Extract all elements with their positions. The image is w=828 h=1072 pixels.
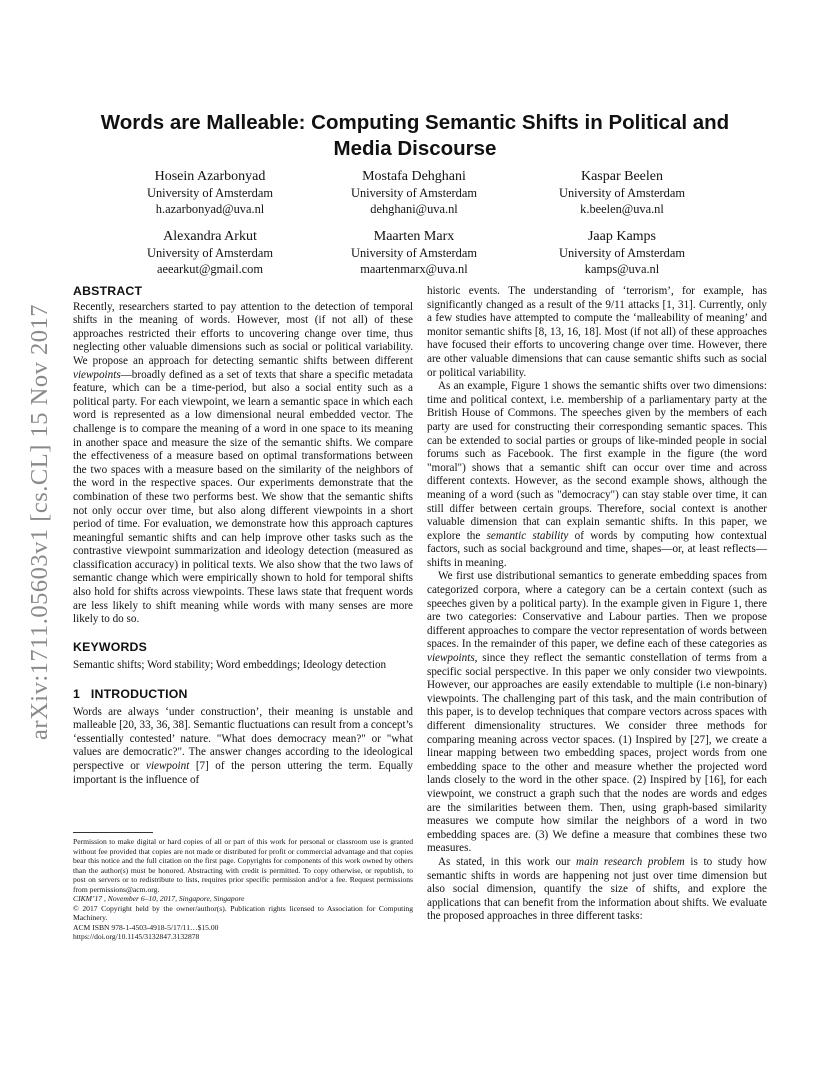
author-email: aeearkut@gmail.com [156,261,264,276]
author-affiliation: University of Amsterdam [559,186,685,200]
intro-paragraph: As an example, Figure 1 shows the semantic shifts over two dimensions: time and political context, i.e. membership of a parliamentary party at the British House of Commons. The speeches given by the members of each party are used for constructing their corresponding semantic spaces. This can be extended to social parties or groups of like-minded people in social forums such as Facebook. The first example in the figure (the word "moral") shows that a semantic shift can occur over time and across different contexts. However, as the second example shows, although the meaning of a word (such as "democracy") can stay stable over time, it can still differ between certain groups. Therefore, social context is another valuable dimension that can explain semantic shifts. In this paper, we explore the semantic stability of words by computing how contextual factors, such as social background and time, shapes—or, at least reflects—shifts in meaning. [427,380,767,569]
copyright-notice: © 2017 Copyright held by the owner/author(s). Publication rights licensed to Association for Computing Machinery. [73,903,413,922]
author-name: Alexandra Arkut [163,229,257,244]
emphasis: viewpoint [146,760,190,772]
author-block [507,168,737,217]
author-block [95,228,325,277]
copyright-footnote [73,837,413,942]
author-block [299,168,529,217]
author-affiliation: University of Amsterdam [559,246,685,260]
intro-paragraph: As stated, in this work our main research problem is to study how semantic shifts in words are happening not just over time dimension but also social dimension, quantify the size of shifts, and explore the applications that can benefit from the information about shifts. We evaluate the proposed approaches in three different tasks: [427,855,767,923]
doi-link[interactable]: https://doi.org/10.1145/3132847.3132878 [73,932,200,941]
arxiv-identifier-stamp [18,282,62,762]
footnote-divider [73,832,153,833]
author-email: k.beelen@uva.nl [580,201,664,216]
author-affiliation: University of Amsterdam [147,246,273,260]
author-name: Mostafa Dehghani [362,169,466,184]
emphasis: main research problem [576,855,685,868]
arxiv-stamp-text: arXiv:1711.05603v1 [cs.CL] 15 Nov 2017 [26,304,53,740]
author-name: Jaap Kamps [587,229,657,244]
author-email: kamps@uva.nl [584,261,660,276]
intro-paragraph: We first use distributional semantics to generate embedding spaces from categorized corpora, where a category can be a certain context (such as speeches given by a political party). In the example given in Figure 1, there are two categories: Conservative and Labour parties. Then we propose different approaches to compare the vector representation of words between spaces. In the remainder of this paper, we define each of these categories as viewpoints, since they reflect the semantic constellation of terms from a specific social perspective. In this paper we only consider two viewpoints. However, our approaches are easily extendable to multiple (i.e non-binary) viewpoints. The challenging part of this task, and the main contribution of this paper, is to develop techniques that compare vectors across spaces with different dimensionality structures. We consider three methods for comparing meaning across vector spaces. (1) Inspired by [27], we create a linear mapping between two embedding spaces, project words from one embedding space to the other and measure whether the projected word lands closely to the word in the other space. (2) Inspired by [16], for each viewpoint, we construct a graph such that the nodes are words and edges are the similarities between them. Then, using graph-based similarity measures we compute how similar the neighbors of a word in two embedding spaces are. (3) We define a measure that combines these two measures. [427,570,767,855]
abstract-paragraph: Recently, researchers started to pay attention to the detection of temporal shifts in the meaning of words. However, most (if not all) of these approaches restricted their efforts to uncovering change over time, thus neglecting other valuable dimensions such as social or political variability. We propose an approach for detecting semantic shifts between different viewpoints—broadly defined as a set of texts that share a specific metadata feature, which can be a time-period, but also a social entity such as a political party. For each viewpoint, we learn a semantic space in which each word is represented as a low dimensional neural embedded vector. The challenge is to compare the meaning of a word in one space to its meaning in another space and measure the size of the semantic shifts. We compare the effectiveness of a measure based on optimal transformations between the two spaces with a measure based on the similarity of the neighbors of the word in the respective spaces. Our experiments demonstrate that the combination of these two performs best. We show that the semantic shifts not only occur over time, but also along different viewpoints in a short period of time. For evaluation, we demonstrate how this approach captures meaningful semantic shifts and can help improve other tasks such as the contrastive viewpoint summarization and ideology detection (measured as classification accuracy) in political texts. We also show that the two laws of semantic change which were empirically shown to hold for temporal shifts also hold for shifts across viewpoints. These laws state that frequent words are less likely to shift meaning while words with many senses are more likely to do so. [73,300,413,626]
author-email: dehghani@uva.nl [370,201,458,216]
author-email: maartenmarx@uva.nl [360,261,468,276]
author-name: Hosein Azarbonyad [154,169,266,184]
author-block [299,228,529,277]
author-affiliation: University of Amsterdam [351,186,477,200]
abstract-heading: ABSTRACT [73,284,143,298]
paper-title: Words are Malleable: Computing Semantic Shifts in Political and Media Discourse [100,111,730,160]
isbn: ACM ISBN 978-1-4503-4918-5/17/11…$15.00 [73,922,219,932]
keywords-text: Semantic shifts; Word stability; Word embeddings; Ideology detection [73,659,387,672]
conference-info: CIKM’17 , November 6–10, 2017, Singapore, Singapore [73,894,245,903]
author-email: h.azarbonyad@uva.nl [155,201,265,216]
emphasis: viewpoints [427,652,475,665]
left-column [73,285,413,787]
author-block [507,228,737,277]
author-affiliation: University of Amsterdam [147,186,273,200]
right-column [427,285,767,924]
emphasis: semantic stability [486,529,569,542]
author-affiliation: University of Amsterdam [351,246,477,260]
intro-paragraph: historic events. The understanding of ‘terrorism’, for example, has significantly changed as a result of the 9/11 attacks [1, 31]. Currently, only a few studies have attempted to compute the ‘malleability of meaning’ and monitor semantic shifts [8, 13, 16, 18]. Most (if not all) of these approaches have focused their efforts to uncovering change over time. However, there are other valuable dimensions that can cause semantic shifts such as social or political variability. [427,285,767,379]
author-name: Kaspar Beelen [580,169,664,184]
emphasis: viewpoints [73,368,121,381]
keywords-heading: KEYWORDS [73,639,148,654]
author-block [95,168,325,217]
permission-notice: Permission to make digital or hard copies of all or part of this work for personal or classroom use is granted without fee provided that copies are not made or distributed for profit or commercial advantage and that copies bear this notice and the full citation on the first page. Copyrights for components of this work owned by others than the author(s) must be honored. Abstracting with credit is permitted. To copy otherwise, or republish, to post on servers or to redistribute to lists, requires prior specific permission and/or a fee. Request permissions from permissions@acm.org. [73,837,413,894]
intro-paragraph: Words are always ‘under construction’, their meaning is unstable and malleable [20, 33, 36, 38]. Semantic fluctuations can result from a concept’s ‘essentially contested’ nature. "What does democracy mean?" or "what values are democratic?". The answer changes according to the ideological perspective or viewpoint [7] of the person uttering the term. Equally important is the influence of [73,705,413,786]
author-name: Maarten Marx [373,229,455,244]
introduction-heading: 1 INTRODUCTION [73,687,188,702]
